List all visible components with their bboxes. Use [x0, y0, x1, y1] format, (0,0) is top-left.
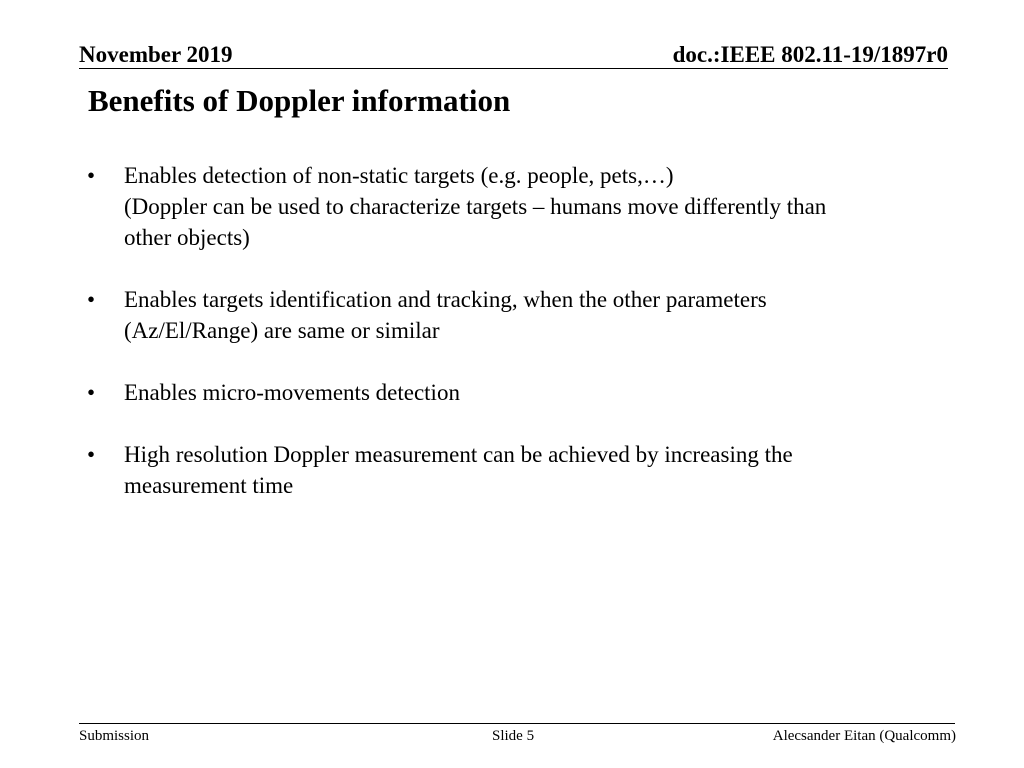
bullet-list: [88, 160, 938, 532]
bullet-marker: •: [87, 380, 96, 405]
bullet-text-line: measurement time: [124, 473, 294, 498]
header-divider: [79, 68, 948, 69]
bullet-text-line: Enables detection of non-static targets (e.g. people, pets,…): [124, 163, 674, 188]
bullet-text-line: Enables micro-movements detection: [124, 380, 460, 405]
bullet-text-line: High resolution Doppler measurement can be achieved by increasing the: [124, 442, 793, 467]
bullet-item-micro-movements: [88, 377, 938, 408]
header-document-id: doc.:IEEE 802.11-19/1897r0: [672, 42, 948, 67]
footer-submission: Submission: [79, 728, 150, 744]
bullet-text-line: (Az/El/Range) are same or similar: [124, 318, 440, 343]
bullet-text-line: other objects): [124, 225, 250, 250]
footer-author: Alecsander Eitan (Qualcomm): [772, 728, 956, 744]
header-date: November 2019: [79, 42, 233, 67]
slide-title: Benefits of Doppler information: [88, 83, 511, 118]
bullet-marker: •: [87, 442, 96, 467]
bullet-marker: •: [87, 287, 96, 312]
bullet-text-line: Enables targets identification and tracking, when the other parameters: [124, 287, 767, 312]
bullet-item-target-tracking: [88, 284, 938, 346]
bullet-marker: •: [87, 163, 96, 188]
footer-divider: [79, 723, 955, 724]
bullet-item-high-resolution: [88, 439, 938, 501]
bullet-text-line: (Doppler can be used to characterize targets – humans move differently than: [124, 194, 827, 219]
bullet-item-doppler-detection: [88, 160, 938, 253]
footer-slide-number: Slide 5: [492, 728, 535, 744]
